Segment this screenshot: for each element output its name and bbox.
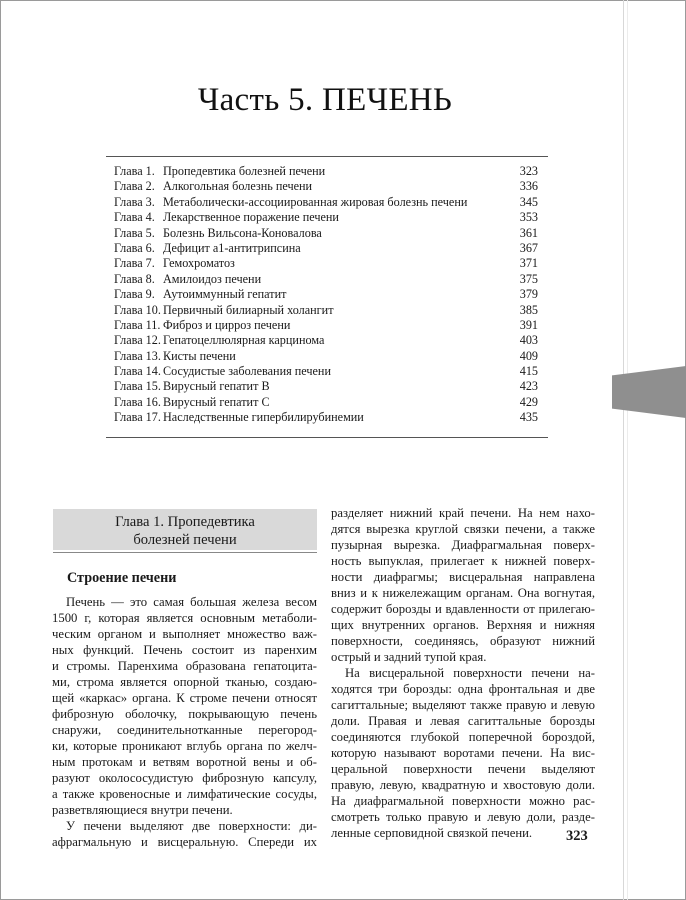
toc-page-number: 415 [519, 364, 538, 379]
toc-chapter-label: Глава 6. [114, 240, 155, 255]
toc-entry [114, 333, 538, 348]
toc-chapter-title: Сосудистые заболевания печени [163, 364, 331, 379]
toc-entry [114, 395, 538, 410]
toc-entry [114, 287, 538, 302]
body-text-line: На висцеральной поверхности печени на- [345, 666, 595, 680]
toc-page-number: 375 [519, 271, 538, 286]
toc-page-number: 371 [519, 256, 538, 271]
body-text-line: соединяются глубокой поперечной бороздой, [331, 730, 595, 744]
table-of-contents [114, 164, 538, 426]
body-text-line: ческим органом и выполняет множество важ- [52, 627, 317, 641]
chapter-heading-underline [53, 552, 317, 553]
toc-chapter-label: Глава 7. [114, 256, 155, 271]
toc-chapter-label: Глава 12. [114, 333, 161, 348]
body-text-line: которую называют воротами печени. На вис- [331, 746, 595, 760]
body-text-line: церальной поверхности печени выделяют [331, 762, 595, 776]
toc-chapter-label: Глава 1. [114, 164, 155, 178]
chapter-heading-box [53, 509, 317, 550]
toc-entry [114, 303, 538, 318]
toc-chapter-title: Алкогольная болезнь печени [163, 179, 313, 194]
toc-chapter-label: Глава 16. [114, 394, 161, 409]
toc-chapter-label: Глава 11. [114, 317, 161, 332]
toc-chapter-label: Глава 10. [114, 302, 161, 317]
body-text-line: У печени выделяют две поверхности: ди- [66, 819, 317, 833]
toc-chapter-label: Глава 15. [114, 379, 161, 394]
toc-page-number: 385 [519, 302, 538, 317]
toc-bottom-rule [106, 437, 548, 438]
body-text-line: фиброзную оболочку, покрывающую печень [52, 707, 317, 721]
body-text-line: Печень — это самая большая железа весом [66, 595, 317, 609]
toc-page-number: 429 [519, 394, 538, 409]
page-border-top [0, 0, 686, 1]
body-text-line: смотреть только правую и левую доли, разде- [331, 810, 595, 824]
body-text-line: поверхности, соединяясь, образуют нижний [331, 634, 595, 648]
part-title: Часть 5. ПЕЧЕНЬ [197, 82, 453, 118]
body-text-line: На диафрагмальной поверхности можно рас- [331, 794, 595, 808]
toc-entry [114, 210, 538, 225]
body-text-line: афрагмальную и висцеральную. Спереди их [52, 835, 317, 849]
toc-entry [114, 410, 538, 425]
toc-page-number: 336 [519, 179, 538, 194]
toc-entry [114, 164, 538, 179]
body-text-line: вниз и к нижележащим органам. Она вогнутая, [331, 586, 595, 600]
toc-chapter-title: Аутоиммунный гепатит [163, 287, 287, 302]
toc-chapter-label: Глава 13. [114, 348, 161, 363]
toc-entry [114, 226, 538, 241]
toc-page-number: 391 [519, 317, 538, 332]
body-text-line: разуют околососудистую фиброзную капсулу, [52, 771, 317, 785]
body-text-line: снаружи, соединительнотканные перегород- [52, 723, 317, 737]
chapter-heading-line-2: болезней печени [133, 532, 237, 548]
body-text-line: ным протокам и ветвям воротной вены и об- [52, 755, 317, 769]
toc-entry [114, 318, 538, 333]
body-text-line: ленные серповидной связкой печени. [331, 826, 533, 840]
body-text-line: ми, строма является опорной тканью, создаю- [52, 675, 317, 689]
body-text-line: ки, которые проникают вглубь органа по желч- [52, 739, 317, 753]
toc-chapter-label: Глава 8. [114, 271, 155, 286]
body-text-line: пузырная вырезка. Диафрагмальная поверх- [331, 538, 595, 552]
toc-chapter-title: Метаболически-ассоциированная жировая болезнь печени [163, 194, 468, 209]
section-heading: Строение печени [67, 570, 177, 586]
toc-entry [114, 256, 538, 271]
toc-chapter-title: Фиброз и цирроз печени [163, 317, 291, 332]
toc-page-number: 435 [519, 410, 538, 425]
toc-page-number: 345 [519, 194, 538, 209]
body-text-line: содержит борозды и вдавленности от прилегаю- [331, 602, 595, 616]
toc-chapter-label: Глава 17. [114, 410, 161, 425]
toc-entry [114, 241, 538, 256]
body-text-line: острый и задний тупой края. [331, 650, 487, 664]
toc-entry [114, 379, 538, 394]
toc-chapter-label: Глава 3. [114, 194, 155, 209]
right-text-column [331, 505, 595, 841]
body-text-line: щих внутренних органов. Верхняя и нижняя [331, 618, 595, 632]
toc-page-number: 353 [519, 210, 538, 225]
toc-page-number: 423 [519, 379, 538, 394]
page-border-left [0, 0, 1, 900]
body-text-line: дятся вырезка круглой связки печени, а также [331, 522, 595, 536]
body-text-line: разделяет нижний край печени. На нем нахо- [331, 506, 595, 520]
toc-chapter-label: Глава 9. [114, 287, 155, 302]
body-text-line: правую, левую, квадратную и хвостовую доли. [331, 778, 595, 792]
page-spine-line [623, 0, 624, 900]
body-text-line: ходятся три борозды: одна фронтальная и две [331, 682, 595, 696]
toc-chapter-title: Гемохроматоз [163, 256, 235, 271]
toc-chapter-title: Вирусный гепатит В [163, 379, 270, 394]
body-text-line: ных функций. Печень состоит из паренхим [52, 643, 317, 657]
toc-entry [114, 272, 538, 287]
toc-chapter-label: Глава 14. [114, 364, 161, 379]
toc-chapter-label: Глава 5. [114, 225, 155, 240]
toc-entry [114, 179, 538, 194]
body-text-line: доли. Правая и левая сагиттальные борозды [331, 714, 595, 728]
page-number: 323 [566, 828, 588, 844]
chapter-heading-line-1: Глава 1. Пропедевтика [115, 514, 255, 530]
toc-entry [114, 364, 538, 379]
toc-page-number: 409 [519, 348, 538, 363]
toc-page-number: 367 [519, 240, 538, 255]
toc-chapter-label: Глава 2. [114, 179, 155, 194]
toc-top-rule [106, 156, 548, 157]
toc-page-number: 361 [519, 225, 538, 240]
toc-page-number: 403 [519, 333, 538, 348]
body-text-line: 1500 г, которая является основным метаболи- [52, 611, 317, 625]
toc-entry [114, 195, 538, 210]
toc-chapter-title: Дефицит а1-антитрипсина [163, 240, 301, 255]
page-spine-line-2 [627, 0, 628, 900]
body-text-line: сагиттальные; выделяют также правую и левую [331, 698, 595, 712]
body-text-line: и стромы. Паренхима образована гепатоцита- [52, 659, 317, 673]
toc-entry [114, 349, 538, 364]
body-text-line: ности диафрагмы; висцеральная направлена [331, 570, 595, 584]
body-text-line: разветвляющиеся внутри печени. [52, 803, 233, 817]
toc-chapter-title: Лекарственное поражение печени [163, 210, 339, 225]
toc-chapter-title: Амилоидоз печени [163, 271, 262, 286]
toc-chapter-label: Глава 4. [114, 210, 155, 225]
toc-chapter-title: Наследственные гипербилирубинемии [163, 410, 364, 425]
body-text-line: ность выпуклая, прилегает к нижней поверх- [331, 554, 595, 568]
toc-page-number: 379 [519, 287, 538, 302]
toc-chapter-title: Первичный билиарный холангит [163, 302, 334, 317]
left-text-column [52, 594, 317, 850]
toc-chapter-title: Болезнь Вильсона-Коновалова [163, 225, 322, 240]
toc-chapter-title: Гепатоцеллюлярная карцинома [163, 333, 325, 348]
toc-chapter-title: Пропедевтика болезней печени [163, 164, 326, 178]
toc-page-number: 323 [519, 164, 538, 178]
toc-chapter-title: Вирусный гепатит С [163, 394, 270, 409]
body-text-line: щей «каркас» органа. К строме печени относят [52, 691, 317, 705]
body-text-line: а также кровеносные и лимфатические сосуды, [52, 787, 317, 801]
toc-chapter-title: Кисты печени [163, 348, 236, 363]
